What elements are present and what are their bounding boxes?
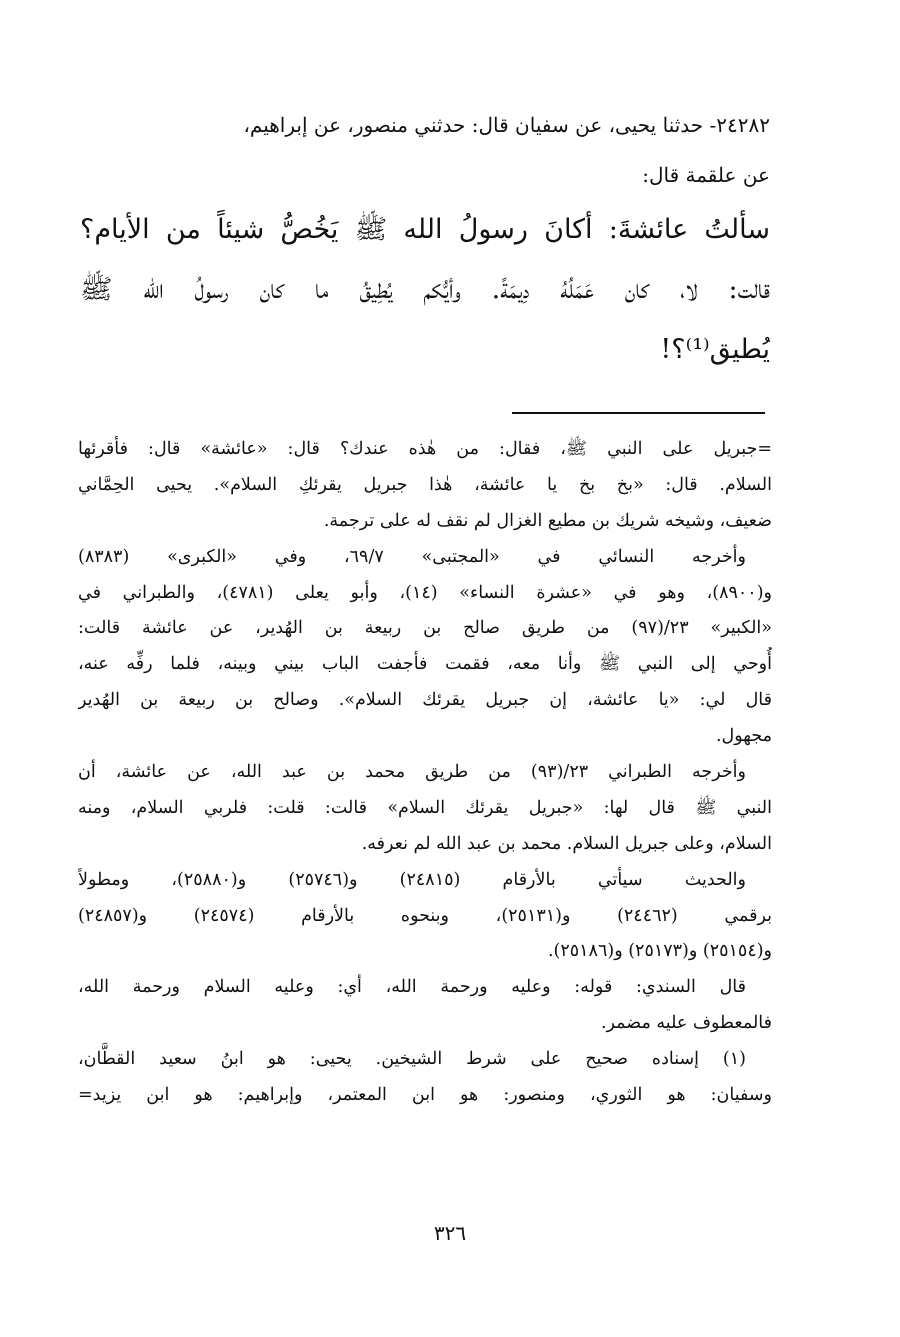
footnote-line: فالمعطوف عليه مضمر.	[600, 1013, 772, 1034]
isnad-line: عن علقمة قال:	[642, 163, 770, 187]
footnote-line: «الكبير» ٢٣/(٩٧) من طريق صالح بن ربيعة بن الهُدير، عن عائشة قالت:	[78, 618, 772, 639]
footnote-line: =جبريل على النبي ﷺ، فقال: من هٰذه عندك؟ قال: «عائشة» قال: فأقرئها	[78, 439, 772, 459]
footnote-line: وسفيان: هو الثوري، ومنصور: هو ابن المعتمر، وإبراهيم: هو ابن يزيد=	[78, 1085, 772, 1106]
footnote-line: قال لي: «يا عائشة، إن جبريل يقرئك السلام». وصالح بن ربيعة بن الهُدير	[78, 690, 772, 711]
footnotes-block	[78, 432, 772, 1114]
page-number: ٣٢٦	[433, 1221, 467, 1245]
footnote-line: مجهول.	[715, 726, 772, 747]
hadith-block	[80, 100, 770, 380]
footnote-line: وأخرجه النسائي في «المجتبى» ٦٩/٧، وفي «الكبرى» (٨٣٨٣)	[78, 546, 746, 567]
footnote-line: والحديث سيأتي بالأرقام (٢٤٨١٥) و(٢٥٧٤٦) و(٢٥٨٨٠)، ومطولاً	[78, 869, 746, 890]
footnote-line: و(٢٥١٥٤) و(٢٥١٧٣) و(٢٥١٨٦).	[547, 941, 772, 962]
footnote-line: برقمي (٢٤٤٦٢) و(٢٥١٣١)، وبنحوه بالأرقام (٢٤٥٧٤) و(٢٤٨٥٧)	[78, 905, 772, 926]
footnote-line: النبي ﷺ قال لها: «جبريل يقرئك السلام» قالت: قلت: فلربي السلام، ومنه	[78, 797, 772, 818]
matn-line: قالت: لا، كان عَمَلُهُ دِيمَةً. وأيُّكم يُطِيقُ ما كان رسولُ الله ﷺ	[80, 274, 770, 305]
matn-line: يُطيق⁽¹⁾؟!	[660, 334, 770, 365]
footnote-line: وأخرجه الطبراني ٢٣/(٩٣) من طريق محمد بن عبد الله، عن عائشة، أن	[78, 762, 746, 783]
footnote-line: ضعيف، وشيخه شريك بن مطيع الغزال لم نقف له على ترجمة.	[323, 510, 772, 531]
footnote-line: السلام. قال: «بخ بخ يا عائشة، هٰذا جبريل يقرئكِ السلام». يحيى الحِمَّاني	[78, 474, 772, 495]
isnad-line: ٢٤٢٨٢- حدثنا يحيى، عن سفيان قال: حدثني منصور، عن إبراهيم،	[243, 113, 770, 137]
footnote-divider	[512, 412, 765, 414]
footnote-line: قال السندي: قوله: وعليه ورحمة الله، أي: وعليه السلام ورحمة الله،	[78, 977, 746, 998]
footnote-line: السلام، وعلى جبريل السلام. محمد بن عبد الله لم نعرفه.	[361, 833, 772, 854]
matn-line: سألتُ عائشةَ: أكانَ رسولُ الله ﷺ يَخُصُّ شيئاً من الأيام؟	[80, 214, 770, 245]
footnote-line: و(٨٩٠٠)، وهو في «عشرة النساء» (١٤)، وأبو يعلى (٤٧٨١)، والطبراني في	[78, 582, 772, 603]
footnote-line: أُوحي إلى النبي ﷺ وأنا معه، فقمت فأجفت الباب بيني وبينه، فلما رفِّه عنه،	[78, 654, 772, 675]
footnote-line: (١) إسناده صحيح على شرط الشيخين. يحيى: هو ابنُ سعيد القطَّان،	[78, 1049, 746, 1070]
